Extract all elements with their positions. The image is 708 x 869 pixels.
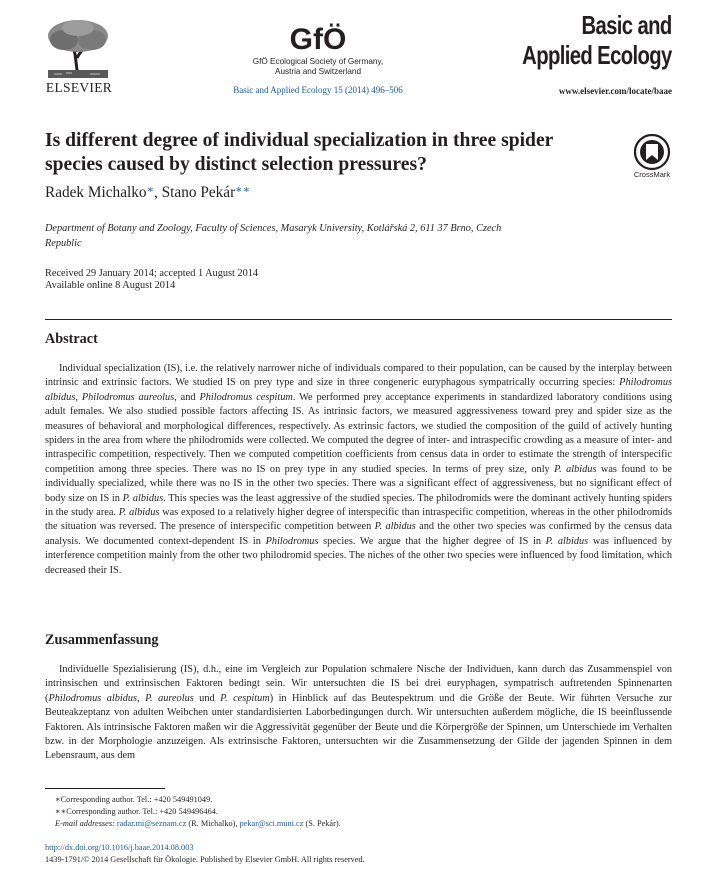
journal-title-line2: Applied Ecology	[522, 40, 672, 70]
footnote-corresponding-1: ∗Corresponding author. Tel.: +420 549491049.	[55, 795, 213, 804]
section-divider	[45, 319, 672, 320]
journal-title-line1: Basic and	[581, 10, 672, 40]
author-affiliation: Department of Botany and Zoology, Faculty of Sciences, Masaryk University, Kotlářská 2, 611 37 Brno, Czech Republic	[45, 223, 502, 249]
journal-url[interactable]: www.elsevier.com/locate/baae	[558, 86, 672, 96]
society-name-line2: Austria and Switzerland	[274, 67, 361, 76]
author-separator: ,	[154, 184, 162, 201]
journal-citation-link[interactable]: Basic and Applied Ecology 15 (2014) 496–506	[233, 85, 403, 95]
abstract-paragraph: Individual specialization (IS), i.e. the relatively narrower niche of individuals compared to their population, can be caused by the interplay between intrinsic and extrinsic factors. We studied IS on prey type and size in three congeneric euryphagous sympatrically occurring species: Philodromus albidus, Philodromus aureolus, and Philodromus cespitum. We performed prey acceptance experiments in standardized laboratory conditions using adult females. We also studied possible factors affecting IS. As intrinsic factors, we measured aggressiveness toward prey and spider size as the measures of behavioral and morphological differences, respectively. As extrinsic factors, we studied the composition of the guild of actively hunting spiders in the area from where the philodromids were collected. We computed the degree of inter- and intraspecific crowding as a measure of inter- and intraspecific competition, respectively. Then we computed competition coefficients from census data in order to estimate the strength of interspecific competition among three species. There was no IS on prey type in any studied species. In terms of prey size, only P. albidus was found to be individually specialized, while there was no IS in the other two species. There was a significant effect of aggressiveness, but no significant effect of body size on IS in P. albidus. This species was the least aggressive of the studied species. The philodromids were the dominant actively hunting spiders in the study area. P. albidus was exposed to a relatively higher degree of interspecific than intraspecific competition, whereas in the other philodromids the situation was reversed. The presence of interspecific competition between P. albidus and the other two species was confirmed by the census data analysis. We documented context-dependent IS in Philodromus species. We argue that the higher degree of IS in P. albidus was influenced by interference competition mainly from the other two philodromid species. The niches of the other two species were influenced by food limitation, which decreased their IS.	[45, 363, 673, 576]
abstract-heading: Abstract	[45, 331, 98, 347]
email-link-pekar[interactable]: pekar@sci.muni.cz	[239, 819, 304, 828]
available-online-date: Available online 8 August 2014	[45, 280, 176, 291]
footnote-divider	[45, 788, 165, 789]
gfo-society-logo	[282, 20, 354, 54]
author-list	[45, 183, 250, 202]
corresponding-author-mark[interactable]: ∗∗	[235, 184, 251, 196]
zusammenfassung-heading: Zusammenfassung	[45, 632, 159, 648]
doi-link[interactable]: http://dx.doi.org/10.1016/j.baae.2014.08.003	[45, 843, 194, 852]
author-name: Radek Michalko	[45, 184, 147, 201]
elsevier-tree-logo-icon	[44, 18, 112, 80]
corresponding-author-mark[interactable]: ∗	[146, 184, 155, 196]
author-name: Stano Pekár	[161, 184, 236, 201]
gfo-logo-text: GfÖ	[289, 23, 347, 54]
article-title: Is different degree of individual specialization in three spider species caused by distinct selection pressures?	[45, 130, 553, 175]
received-dates: Received 29 January 2014; accepted 1 August 2014	[45, 268, 259, 279]
email-label: E-mail addresses:	[55, 819, 115, 828]
email-link-michalko[interactable]: radar.mi@seznam.cz	[116, 819, 187, 828]
footnote-emails: E-mail addresses: radar.mi@seznam.cz (R. Michalko), pekar@sci.muni.cz (S. Pekár).	[55, 819, 341, 828]
society-name-line1: GfÖ Ecological Society of Germany,	[252, 57, 384, 66]
publisher-name: ELSEVIER	[45, 80, 113, 95]
zusammenfassung-paragraph: Individuelle Spezialisierung (IS), d.h., eine im Vergleich zur Population schmalere Nische der Individuen, kann durch das Zusammenspiel von intrinsischen und extrinsischen Faktoren bedingt sein. Wir untersuchten die IS bei drei euryphagen, sympatrisch auftretenden Spinnenarten (Philodromus albidus, P. aureolus und P. cespitum) in Hinblick auf das Beutespektrum und die Größe der Beute. Wir führten Versuche zur Beuteakzeptanz von adulten Weibchen unter standardisierten Laborbedingungen durch. Wir untersuchten außerdem mögliche, die IS beeinflussende Faktoren. Als intrinsische Faktoren maßen wir die Aggressivität gegenüber der Beute und die Körpergröße der Spinnen, um Unterschiede im Verhalten bzw. in der Morphologie anzuzeigen. Als extrinsische Faktoren, untersuchten wir die Zusammensetzung der Gilde der jagenden Spinnen in dem Lebensraum, aus dem	[45, 664, 673, 762]
crossmark-label: CrossMark	[633, 170, 671, 179]
footnote-corresponding-2: ∗∗Corresponding author. Tel.: +420 549496464.	[55, 807, 218, 816]
copyright-notice: 1439-1791/© 2014 Gesellschaft für Ökologie. Published by Elsevier GmbH. All rights reserved.	[45, 855, 365, 864]
